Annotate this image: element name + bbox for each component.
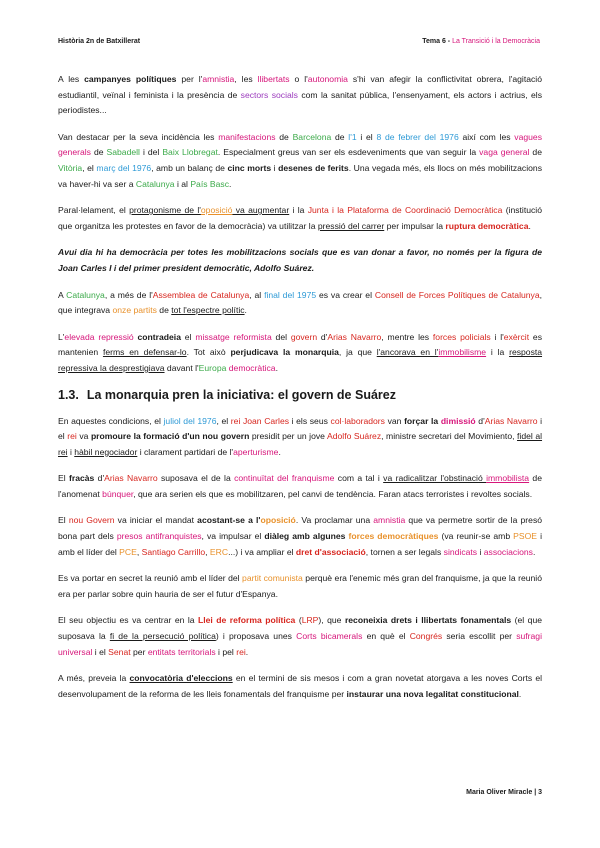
text-run: i el	[356, 131, 377, 142]
text-run: per impulsar la	[384, 220, 446, 231]
paragraph	[58, 613, 542, 660]
text-run: continuïtat del franquisme	[234, 473, 335, 484]
text-run: presos antifranquistes	[116, 531, 202, 542]
text-run: A més, preveia la	[58, 673, 130, 684]
text-run: ferms en defensar-lo	[102, 347, 187, 358]
paragraph	[58, 513, 542, 560]
text-run: van	[384, 415, 405, 426]
paragraph	[58, 471, 542, 502]
topic-title: La Transició i la Democràcia	[452, 38, 540, 45]
text-run: va iniciar el mandat	[114, 515, 198, 526]
text-run: per	[130, 646, 148, 657]
text-run: 8 de febrer del 1976	[376, 131, 459, 142]
text-run: de	[275, 131, 293, 142]
text-run: d'	[475, 415, 485, 426]
text-run: i pel	[215, 646, 237, 657]
text-run: i el	[92, 646, 109, 657]
text-run: , amb un balanç de	[151, 162, 228, 173]
text-run: resposta repressiva la desprestigiava	[58, 347, 543, 373]
text-run: Congrés	[409, 631, 443, 642]
text-run: final del 1975	[264, 289, 317, 300]
paragraph	[58, 288, 542, 319]
text-run: País Basc	[190, 178, 230, 189]
text-run: llibertats	[257, 74, 290, 84]
text-run: perquè era l'enemic més gran del franquisme, ja que la reunió era per parlar sobre quin hauria de ser el futur d'Espanya.	[58, 573, 542, 599]
text-run: Consell de Forces Polítiques de Catalunya	[374, 289, 540, 300]
text-run: El seu objectiu es va centrar en la	[58, 615, 199, 626]
text-run: perjudicava la monarquia	[230, 347, 339, 358]
text-run: ERC	[209, 546, 229, 557]
text-run: i amb el líder del	[58, 531, 542, 557]
text-run: immobilisme	[438, 347, 487, 358]
text-run: Avui dia hi ha democràcia per totes les mobilitzacions socials que es van donar a favor, no només per la figura de Joan Carles I i del primer president democràtic, Adolfo Suárez.	[58, 247, 542, 273]
text-run: govern	[290, 331, 318, 342]
text-run: , ja que	[338, 347, 377, 358]
text-run: nou Govern	[68, 515, 115, 526]
text-run: sectors socials	[240, 89, 298, 100]
text-run: i al	[174, 178, 191, 189]
text-run: Sabadell	[106, 147, 140, 158]
text-run: i	[271, 162, 279, 173]
text-run: .	[229, 178, 232, 189]
text-run: , a més de l'	[104, 289, 153, 300]
text-run: i la	[289, 205, 308, 216]
text-run: de	[156, 305, 172, 316]
text-run: Vitòria	[58, 162, 83, 173]
text-run: i del	[139, 147, 163, 158]
text-run: suposava el de la	[157, 473, 235, 484]
text-run: Catalunya	[66, 289, 105, 300]
text-run: oposició	[260, 515, 296, 526]
text-run: A les	[58, 74, 85, 84]
paragraph-group-intro	[58, 72, 542, 377]
text-run: Europa	[198, 362, 227, 373]
text-run: amnistia	[373, 515, 406, 526]
text-run: protagonisme de l'	[129, 205, 201, 216]
text-run: Van destacar per la seva incidència les	[58, 131, 219, 142]
text-run: de	[331, 131, 349, 142]
text-run: Es va portar en secret la reunió amb el líder del	[58, 573, 243, 584]
text-run: en el termini de sis mesos i com a gran novetat atorgava a les noves Corts el desenvolupament de la reforma de les lleis fonamentals del franquisme per	[58, 673, 543, 699]
text-run: es mantenien	[58, 331, 543, 358]
text-run: en què el	[362, 631, 410, 642]
text-run: vagues generals	[58, 131, 542, 158]
text-run: aperturisme	[233, 446, 279, 457]
text-run: , les	[234, 74, 258, 84]
text-run: va augmentar	[232, 205, 290, 216]
text-run: .	[278, 446, 281, 457]
text-run: sufragi universal	[58, 631, 542, 657]
text-run: campanyes polítiques	[84, 74, 177, 84]
text-run: immobilista	[486, 473, 530, 484]
text-run: LRP	[301, 615, 319, 626]
text-run: El	[58, 515, 69, 526]
text-run: oposició	[200, 205, 233, 216]
paragraph	[58, 671, 542, 702]
page-header-topic	[422, 38, 540, 45]
text-run: i els seus	[289, 415, 331, 426]
text-run: de	[90, 147, 107, 158]
text-run: , el	[216, 415, 231, 426]
paragraph	[58, 130, 542, 192]
text-run: democràtica	[228, 362, 276, 373]
text-run: partit comunista	[242, 573, 303, 584]
text-run: i el	[58, 415, 542, 442]
text-run: .	[518, 688, 522, 699]
text-run: Paral·lelament, el	[58, 205, 130, 216]
text-run: ,	[136, 546, 142, 557]
text-run: entitats territorials	[147, 646, 216, 657]
text-run: sindicats	[443, 546, 478, 557]
text-run: Barcelona	[292, 131, 332, 142]
text-run: reconeixia drets i llibertats fonamentals	[344, 615, 512, 626]
text-run: , ministre secretari del Movimiento,	[381, 431, 518, 442]
text-run: de	[529, 147, 542, 158]
text-run: missatge reformista	[195, 331, 272, 342]
text-run: el	[180, 331, 196, 342]
text-run: Santiago Carrillo	[141, 546, 206, 557]
text-run: i la	[486, 347, 510, 358]
text-run: dimissió	[440, 415, 476, 426]
text-run: davant l'	[164, 362, 199, 373]
text-run: va	[76, 431, 91, 442]
text-run: s'hi van afegir la conflictivitat obrera, l'agitació estudiantil, veïnal i feminista i la presència de	[58, 74, 542, 100]
text-run: Arias Navarro	[104, 473, 158, 484]
text-run: amnistia	[202, 74, 235, 84]
text-run: , mentre les	[381, 331, 433, 342]
text-run: Corts bicamerals	[296, 631, 363, 642]
text-run: autonomia	[307, 74, 348, 84]
paragraph	[58, 72, 542, 119]
text-run: ,	[205, 546, 210, 557]
text-run: (	[295, 615, 302, 626]
text-run: ) i proposava unes	[215, 631, 297, 642]
paragraph	[58, 571, 542, 602]
text-run: ...) i va ampliar el	[228, 546, 296, 557]
text-run: Adolfo Suárez	[327, 431, 382, 442]
text-run: . Va proclamar una	[295, 515, 374, 526]
text-run: Arias Navarro	[327, 331, 382, 342]
text-run: i clarament partidari de l'	[137, 446, 234, 457]
text-run: col·laboradors	[330, 415, 385, 426]
text-run: L'	[58, 331, 65, 342]
text-run: , va impulsar el	[201, 531, 265, 542]
text-run: forces policials	[432, 331, 491, 342]
text-run: Junta i la Plataforma de Coordinació Democràtica	[307, 205, 503, 216]
text-run: , tornen a ser legals	[365, 546, 444, 557]
text-run: per l'	[176, 74, 203, 84]
text-run: d'	[317, 331, 328, 342]
text-run: presidit per un jove	[249, 431, 327, 442]
text-run: búnquer	[102, 488, 134, 499]
text-run: .	[244, 305, 247, 316]
section-number: 1.3.	[58, 387, 79, 402]
text-run: així com les	[458, 131, 515, 142]
text-run: , que ara serien els que es mobilitzaren, pel canvi de tendència. Faran atacs terroristes i revoltes socials.	[133, 488, 533, 499]
text-run: seria escollit per	[442, 631, 517, 642]
text-run: tot l'espectre polític	[171, 305, 245, 316]
text-run: cinc morts	[227, 162, 272, 173]
text-run: l'1	[348, 131, 357, 142]
text-run: d'	[94, 473, 105, 484]
text-run: i l'	[490, 331, 504, 342]
text-run: dret d'associació	[295, 546, 366, 557]
text-run: El	[58, 473, 69, 484]
text-run: , que integrava	[58, 289, 543, 316]
text-run: i	[477, 546, 484, 557]
text-run: del	[271, 331, 291, 342]
text-run: diàleg amb algunes	[264, 531, 346, 542]
text-run: associacions	[483, 546, 533, 557]
text-run: fracàs	[69, 473, 95, 484]
text-run: vaga general	[479, 147, 530, 158]
text-run: Assemblea de Catalunya	[152, 289, 250, 300]
text-run: (institució que organitza les protestes en favor de la democràcia) va utilitzar la	[58, 205, 542, 231]
text-run: l'ancorava en l'	[376, 347, 439, 358]
text-run: desenes de ferits	[278, 162, 349, 173]
paragraph-group-section	[58, 414, 542, 703]
text-run: forces democràtiques	[348, 531, 439, 542]
text-run: . Especialment greus van ser els esdeveniments que van seguir la	[217, 147, 480, 158]
text-run: com a tal i	[334, 473, 384, 484]
text-run: acostant-se a l'	[197, 515, 261, 526]
text-run: .	[245, 646, 249, 657]
text-run: fi de la persecució política	[109, 631, 216, 642]
paragraph	[58, 203, 542, 234]
text-run: instaurar una nova legalitat constitucional	[346, 688, 519, 699]
text-run: promoure la formació d'un nou govern	[90, 431, 250, 442]
page-header-subject: Història 2n de Batxillerat	[58, 38, 141, 45]
text-run: Catalunya	[135, 178, 175, 189]
text-run: rei	[236, 646, 246, 657]
text-run: . Una vegada més, els llocs on més mobilitzacions va haver-hi va ser a	[58, 162, 542, 189]
text-run: .	[528, 220, 531, 231]
text-run: ), que	[318, 615, 345, 626]
text-run: ruptura democràtica	[445, 220, 529, 231]
topic-label: Tema 6 -	[422, 38, 453, 45]
text-run: pressió del carrer	[317, 220, 385, 231]
text-run: PSOE	[513, 531, 538, 542]
paragraph	[58, 330, 542, 377]
text-run: març del 1976	[96, 162, 152, 173]
text-run: juliol del 1976	[163, 415, 217, 426]
text-run: de l'anomenat	[58, 473, 542, 499]
text-run: es va crear el	[316, 289, 375, 300]
text-run: convocatòria d'eleccions	[129, 673, 233, 684]
paragraph	[58, 245, 542, 276]
text-run: onze partits	[112, 305, 157, 316]
section-title: La monarquia pren la iniciativa: el govern de Suárez	[86, 387, 396, 402]
text-run: PCE	[119, 546, 137, 557]
text-run: va radicalitzar l'obstinació	[383, 473, 487, 484]
text-run: elevada repressió	[64, 331, 134, 342]
text-run: Llei de reforma política	[198, 615, 296, 626]
paragraph	[58, 414, 542, 461]
text-run: En aquestes condicions, el	[58, 415, 164, 426]
section-heading	[58, 388, 542, 402]
text-run: A	[58, 289, 67, 300]
text-run: (el que suposava la	[58, 615, 542, 642]
text-run: Baix Llobregat	[162, 147, 218, 158]
text-run: fidel al rei	[58, 431, 543, 457]
text-run: que va permetre sortir de la presó bona part dels	[58, 515, 543, 542]
text-run: , al	[249, 289, 265, 300]
text-run: . Tot això	[186, 347, 231, 358]
text-run: (va reunir-se amb	[438, 531, 514, 542]
text-run: com la sanitat pública, l'ensenyament, els actors i actrius, els periodistes...	[58, 89, 542, 116]
text-run: rei	[67, 431, 77, 442]
text-run: forçar la	[404, 415, 441, 426]
text-run: Arias Navarro	[484, 415, 538, 426]
text-run: , el	[82, 162, 97, 173]
document-body	[58, 72, 542, 713]
text-run: hàbil negociador	[74, 446, 138, 457]
text-run: .	[532, 546, 536, 557]
text-run: manifestacions	[218, 131, 276, 142]
page-footer: Maria Oliver Miracle | 3	[466, 789, 542, 796]
text-run: contradeia	[137, 331, 181, 342]
text-run: o l'	[289, 74, 308, 84]
text-run: i	[67, 446, 75, 457]
text-run: rei Joan Carles	[230, 415, 290, 426]
text-run: exèrcit	[503, 331, 530, 342]
text-run: .	[275, 362, 278, 373]
text-run: Senat	[108, 646, 131, 657]
